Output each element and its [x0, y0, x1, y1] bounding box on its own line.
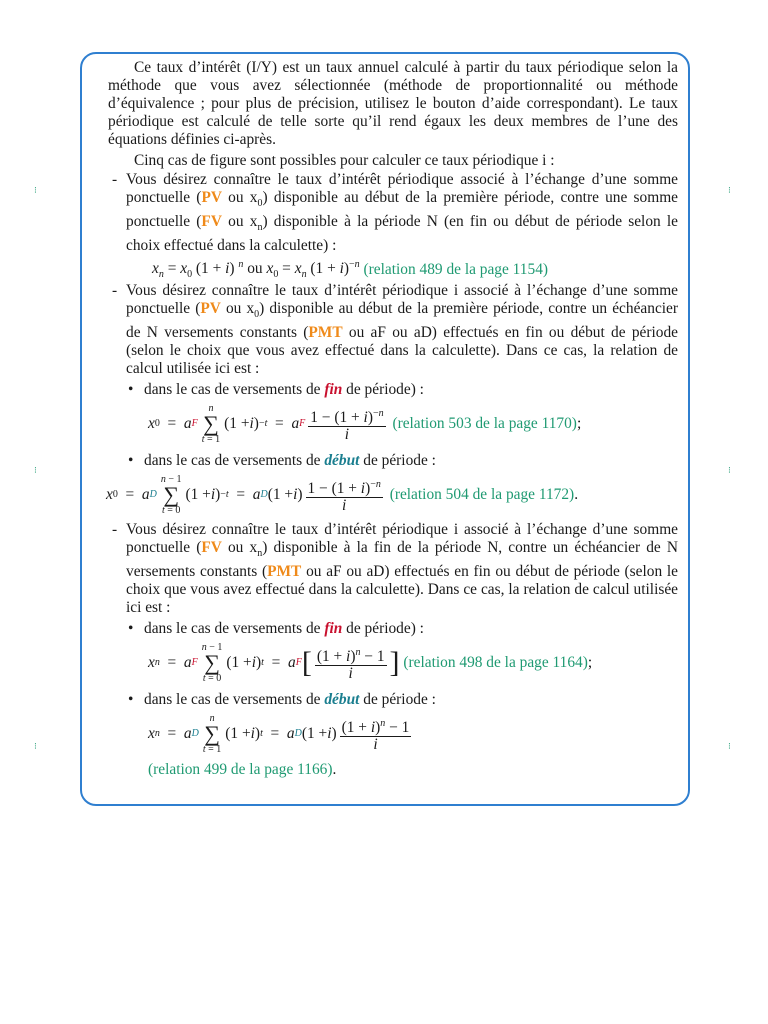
intro-paragraph: Ce taux d’intérêt (I/Y) est un taux annuel calculé à partir du taux périodique selon la méthode que vous avez sélectionnée (méthode de proportionnalité ou méthode d’équivalence ; pour plus de précision, utilisez le bouton d’aide correspondant). Le taux périodique est calculé de telle sorte qu’il rend égaux les deux membres de l’une des équations définies ci-après.	[108, 59, 678, 148]
bullet-text: de période :	[359, 691, 436, 709]
case-1: - Vous désirez connaître le taux d’intérêt périodique associé à l’échange d’une somme ponctuelle (PV ou $x_0$) disponible au début de la première période, contre une somme ponctuelle (FV ou $x_n$) disponible à la période N (en fin ou début de période selon le choix effectué dans la calculette) :	[112, 171, 679, 255]
punctuation: ;	[576, 415, 582, 433]
case-3-bullet-fin	[108, 620, 678, 638]
case-1-text: ou x	[221, 189, 258, 206]
debut-keyword: début	[324, 691, 360, 709]
pmt-key: PMT	[308, 324, 343, 342]
case-1-text: ou x	[221, 213, 258, 231]
case-3: - Vous désirez connaître le taux d’intérêt périodique i associé à l’échange d’une somme ponctuelle (FV ou $x_n$) disponible à la fin de la période N, contre un échéancier de N versements constants (PMT ou aF ou aD) effectués en fin ou début de période (selon le choix que vous avez effectué dans la calculette). Dans ce cas, la relation de calcul utilisée ici est :	[112, 521, 679, 617]
pv-key: PV	[200, 300, 221, 318]
case-2-text: ou aF ou aD) effectués en fin ou début de période (selon le choix que vous avez effectué dans la calculette). Dans ce cas, la relation de calcul utilisée ici est :	[126, 324, 678, 378]
case-1-text: Vous désirez connaître le taux d’intérêt périodique associé à l’échange d’une somme ponctuelle (	[126, 171, 678, 206]
fv-key: FV	[201, 539, 222, 557]
dash-marker: -	[112, 282, 118, 300]
bullet-text: dans le cas de versements de	[144, 452, 325, 470]
punctuation: .	[574, 486, 579, 504]
dash-marker: -	[112, 521, 118, 539]
case-3-text: ou aF ou aD) effectués en fin ou début de période (selon le choix que vous avez effectué dans la calculette). Dans ce cas, la relation de calcul utilisée ici est :	[126, 563, 679, 617]
fin-keyword: fin	[324, 381, 343, 399]
bullet-text: dans le cas de versements de	[144, 620, 325, 638]
margin-mark: ⁝	[728, 185, 731, 195]
equation-504: x 0 = a D n − 1 ∑ t = 0 (1 + i ) −t = a D (1 + i ) $\frac{1 - (1 + i)^{-n}}{i}$ (relation 504 de la page 1172) .	[106, 474, 579, 517]
relation-498-link[interactable]: (relation 498 de la page 1164)	[403, 654, 588, 672]
bullet-text: de période :	[359, 452, 436, 470]
relation-504-link[interactable]: (relation 504 de la page 1172)	[389, 486, 575, 504]
punctuation: ;	[587, 654, 593, 672]
bullet-text: dans le cas de versements de	[144, 691, 325, 709]
dash-marker: -	[112, 171, 118, 188]
bullet-text: de période) :	[342, 381, 424, 399]
relation-499-link[interactable]: (relation 499 de la page 1166)	[148, 761, 333, 779]
equation-503: x 0 = a F n ∑ t = 1 (1 + i ) −t = a F $\frac{1 - (1 + i)^{-n}}{i}$ (relation 503 de la page 1170) ;	[148, 403, 582, 446]
case-2-text: Vous désirez connaître le taux d’intérêt périodique i associé à l’échange d’une somme ponctuelle (	[126, 282, 678, 318]
bullet-marker: •	[128, 452, 134, 470]
bullet-text: dans le cas de versements de	[144, 381, 325, 399]
bullet-text: de période) :	[342, 620, 424, 638]
margin-mark: ⁝	[34, 185, 37, 195]
margin-mark: ⁝	[728, 741, 731, 751]
pmt-key: PMT	[267, 563, 302, 581]
case-3-text: ou x	[221, 539, 258, 557]
info-box	[80, 52, 690, 806]
pv-key: PV	[201, 189, 222, 206]
case-3-text: ) disponible à la fin de la période N, contre un échéancier de N versements constants (	[126, 539, 678, 581]
case-2-text: ou x	[220, 300, 255, 318]
case-3-bullet-debut	[108, 691, 678, 709]
margin-mark: ⁝	[34, 741, 37, 751]
fv-key: FV	[201, 213, 222, 231]
equation-499: x n = a D n ∑ t = 1 (1 + i ) t = a D (1 + i ) $\frac{(1 + i)^n - 1}{i}$ (relation 499 de la page 1166).	[148, 713, 410, 779]
debut-keyword: début	[324, 452, 360, 470]
case-1-text: ) disponible à la période N (en fin ou début de période selon le choix effectué dans la calculette) :	[126, 213, 679, 255]
case-1-text: ) disponible au début de la première période, contre une somme ponctuelle (	[126, 189, 678, 231]
cases-intro: Cinq cas de figure sont possibles pour calculer ce taux périodique i :	[134, 152, 555, 169]
margin-mark: ⁝	[728, 465, 731, 475]
bullet-marker: •	[128, 381, 134, 399]
info-box-content	[108, 59, 678, 779]
bullet-marker: •	[128, 691, 134, 709]
case-2: - Vous désirez connaître le taux d’intérêt périodique i associé à l’échange d’une somme ponctuelle (PV ou $x_0$) disponible au début de la première période, contre un échéancier de N versements constants (PMT ou aF ou aD) effectués en fin ou début de période (selon le choix que vous avez effectué dans la calculette). Dans ce cas, la relation de calcul utilisée ici est :	[112, 282, 679, 378]
equation-498: x n = a F n − 1 ∑ t = 0 (1 + i ) t = a F [ $\frac{(1 + i)^n - 1}{i}$ ] (relation 498 de la page 1164) ;	[148, 642, 593, 685]
fin-keyword: fin	[324, 620, 343, 638]
equation-489: $x_n = x_0$ (1 + i) $^n$ ou $x_0 = x_n$ $(1 + i)^{-n}$ (relation 489 de la page 1154)	[152, 259, 549, 281]
bullet-marker: •	[128, 620, 134, 638]
case-2-bullet-debut	[108, 452, 678, 470]
case-2-bullet-fin	[108, 381, 678, 399]
relation-489-link[interactable]: (relation 489 de la page 1154)	[363, 261, 549, 279]
margin-mark: ⁝	[34, 465, 37, 475]
case-2-text: ) disponible au début de la première période, contre un échéancier de N versements constants (	[126, 300, 679, 342]
relation-503-link[interactable]: (relation 503 de la page 1170)	[392, 415, 577, 433]
case-3-text: Vous désirez connaître le taux d’intérêt périodique i associé à l’échange d’une somme ponctuelle (	[126, 521, 678, 557]
punctuation: .	[332, 761, 337, 779]
